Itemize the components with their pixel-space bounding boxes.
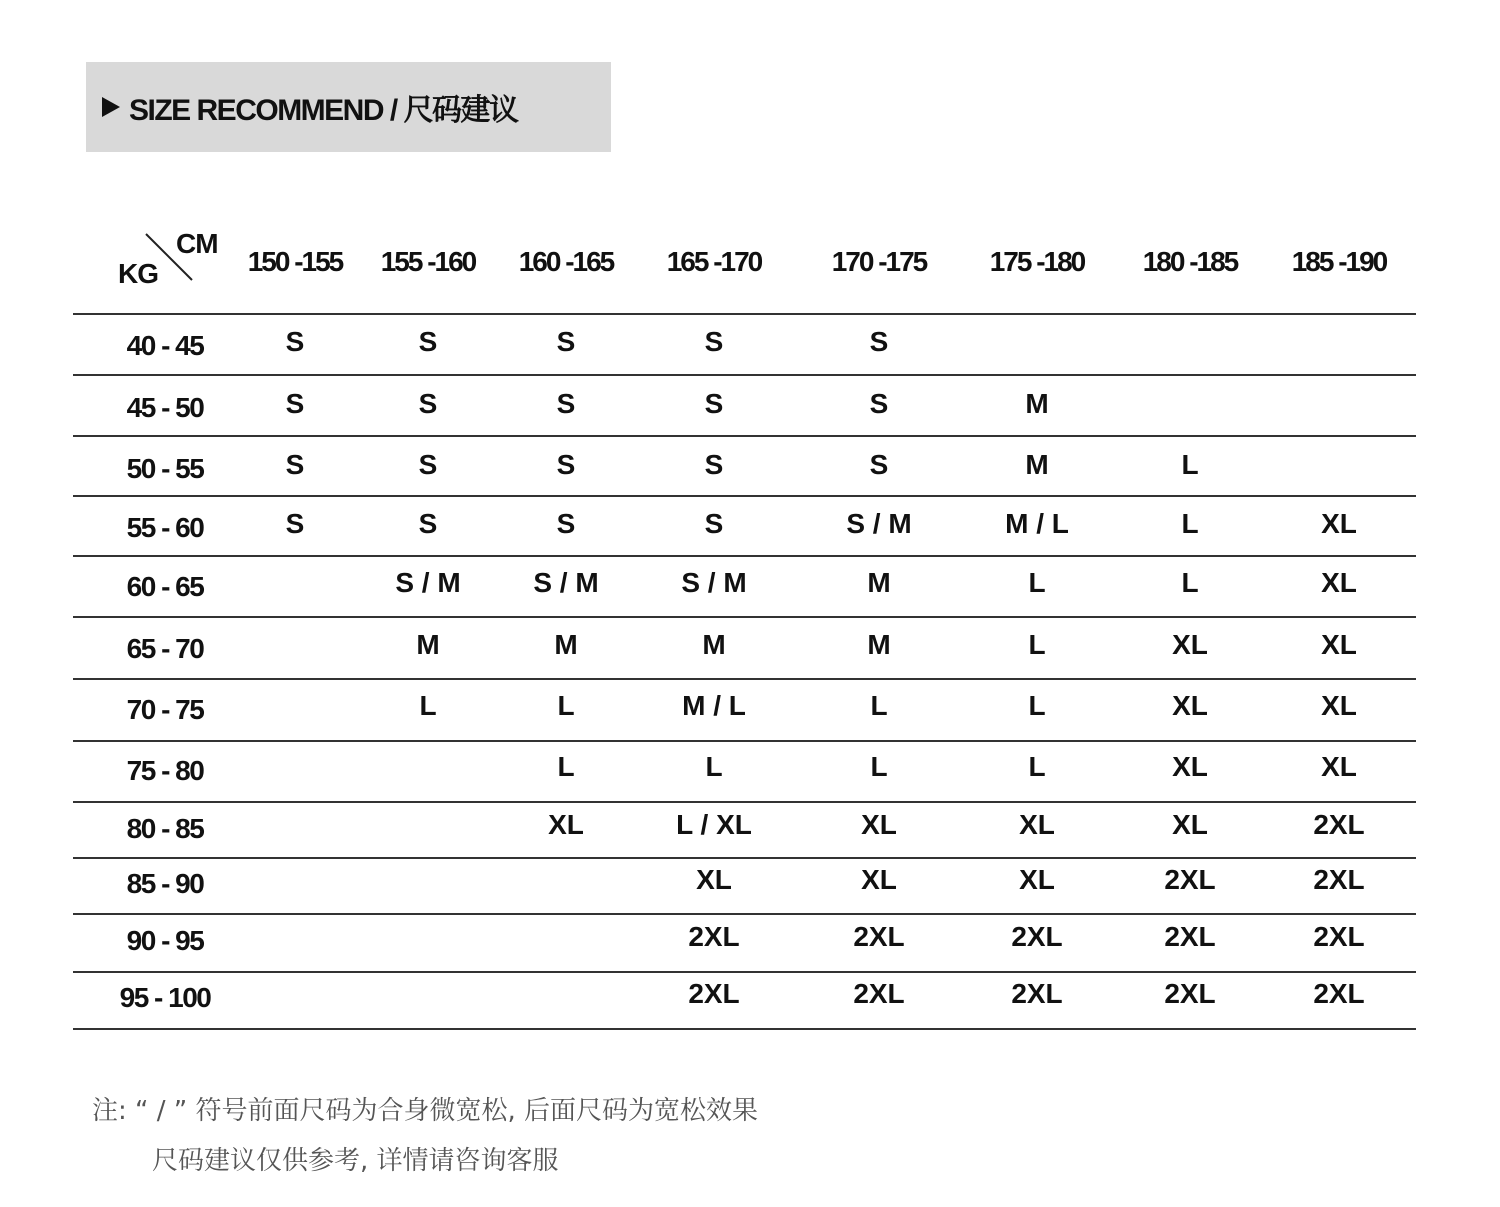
size-cell: XL: [696, 864, 732, 895]
row-divider: [73, 313, 1416, 315]
size-cell: 2XL: [1164, 921, 1216, 952]
size-cell: M: [1025, 449, 1049, 480]
size-cell: S / M: [395, 567, 461, 598]
size-cell: S: [418, 326, 438, 357]
size-cell: 2XL: [1164, 864, 1216, 895]
size-cell: S: [869, 388, 889, 419]
size-cell: 2XL: [1164, 978, 1216, 1009]
weight-range-label: 75 - 80: [126, 755, 204, 786]
weight-range-label: 90 - 95: [126, 925, 204, 956]
size-cell: S: [556, 326, 576, 357]
size-cell: S: [704, 508, 724, 539]
size-cell: S: [285, 449, 305, 480]
height-range-header: 175 -180: [989, 246, 1085, 277]
size-cell: M: [867, 629, 891, 660]
size-cell: S: [285, 388, 305, 419]
size-cell: L: [705, 751, 723, 782]
height-range-header: 165 -170: [666, 246, 762, 277]
size-cell: XL: [1321, 629, 1357, 660]
size-cell: XL: [1172, 690, 1208, 721]
size-cell: 2XL: [1313, 921, 1365, 952]
size-cell: L: [1028, 690, 1046, 721]
weight-range-label: 40 - 45: [126, 330, 204, 361]
row-divider: [73, 616, 1416, 618]
size-cell: S / M: [846, 508, 912, 539]
size-cell: 2XL: [1011, 921, 1063, 952]
size-cell: L / XL: [676, 809, 752, 840]
size-cell: 2XL: [853, 921, 905, 952]
size-cell: S: [704, 449, 724, 480]
size-cell: L: [1028, 567, 1046, 598]
size-cell: S: [869, 449, 889, 480]
size-cell: M: [416, 629, 440, 660]
size-cell: S: [285, 508, 305, 539]
weight-range-label: 55 - 60: [126, 512, 204, 543]
size-cell: M: [702, 629, 726, 660]
size-cell: XL: [1321, 508, 1357, 539]
size-cell: M: [867, 567, 891, 598]
height-unit-label: CM: [176, 228, 218, 259]
size-cell: L: [1181, 449, 1199, 480]
size-cell: S: [704, 326, 724, 357]
weight-range-label: 45 - 50: [126, 392, 204, 423]
size-cell: 2XL: [1313, 978, 1365, 1009]
triangle-right-icon: [102, 97, 120, 117]
size-cell: L: [1181, 508, 1199, 539]
size-cell: XL: [548, 809, 584, 840]
weight-range-label: 95 - 100: [119, 982, 211, 1013]
size-cell: M / L: [682, 690, 746, 721]
size-cell: S: [556, 449, 576, 480]
row-divider: [73, 857, 1416, 859]
size-cell: S: [556, 508, 576, 539]
size-cell: XL: [1172, 629, 1208, 660]
row-divider: [73, 801, 1416, 803]
size-cell: XL: [1019, 864, 1055, 895]
height-range-header: 155 -160: [380, 246, 476, 277]
size-cell: S: [418, 388, 438, 419]
size-cell: XL: [1172, 809, 1208, 840]
size-cell: S: [556, 388, 576, 419]
height-range-header: 180 -185: [1142, 246, 1238, 277]
size-cell: S: [704, 388, 724, 419]
size-cell: L: [1181, 567, 1199, 598]
weight-range-label: 70 - 75: [126, 694, 204, 725]
row-divider: [73, 495, 1416, 497]
height-range-header: 150 -155: [247, 246, 343, 277]
size-cell: 2XL: [1011, 978, 1063, 1009]
size-cell: XL: [1172, 751, 1208, 782]
size-cell: XL: [1321, 567, 1357, 598]
weight-unit-label: KG: [118, 258, 158, 289]
size-cell: S: [869, 326, 889, 357]
section-title-bar: [86, 62, 611, 152]
size-cell: L: [1028, 629, 1046, 660]
size-cell: L: [557, 690, 575, 721]
height-range-header: 170 -175: [831, 246, 927, 277]
note-line-1: 注: “ / ” 符号前面尺码为合身微宽松, 后面尺码为宽松效果: [92, 1096, 759, 1126]
size-cell: 2XL: [1313, 809, 1365, 840]
size-cell: L: [419, 690, 437, 721]
table-corner-header: [116, 228, 226, 290]
size-cell: L: [870, 690, 888, 721]
section-title: SIZE RECOMMEND / 尺码建议: [129, 94, 518, 127]
height-range-header: 160 -165: [518, 246, 614, 277]
row-divider: [73, 971, 1416, 973]
size-cell: 2XL: [1313, 864, 1365, 895]
weight-range-label: 65 - 70: [126, 633, 204, 664]
row-divider: [73, 678, 1416, 680]
size-cell: XL: [861, 864, 897, 895]
size-cell: S: [418, 449, 438, 480]
weight-range-label: 50 - 55: [126, 453, 204, 484]
size-cell: XL: [1321, 751, 1357, 782]
height-range-header: 185 -190: [1291, 246, 1387, 277]
size-cell: XL: [861, 809, 897, 840]
size-cell: M: [1025, 388, 1049, 419]
size-cell: 2XL: [688, 921, 740, 952]
size-cell: L: [1028, 751, 1046, 782]
size-cell: S / M: [533, 567, 599, 598]
size-cell: 2XL: [688, 978, 740, 1009]
note-line-2: 尺码建议仅供参考, 详情请咨询客服: [152, 1146, 559, 1176]
weight-range-label: 80 - 85: [126, 813, 204, 844]
size-cell: L: [557, 751, 575, 782]
size-cell: S: [418, 508, 438, 539]
row-divider: [73, 435, 1416, 437]
weight-range-label: 85 - 90: [126, 868, 204, 899]
size-cell: M / L: [1005, 508, 1069, 539]
size-cell: L: [870, 751, 888, 782]
size-cell: XL: [1019, 809, 1055, 840]
size-cell: S: [285, 326, 305, 357]
row-divider: [73, 374, 1416, 376]
row-divider: [73, 555, 1416, 557]
weight-range-label: 60 - 65: [126, 571, 204, 602]
row-divider: [73, 913, 1416, 915]
size-cell: S / M: [681, 567, 747, 598]
row-divider: [73, 740, 1416, 742]
size-cell: XL: [1321, 690, 1357, 721]
size-cell: 2XL: [853, 978, 905, 1009]
size-cell: M: [554, 629, 578, 660]
row-divider: [73, 1028, 1416, 1030]
